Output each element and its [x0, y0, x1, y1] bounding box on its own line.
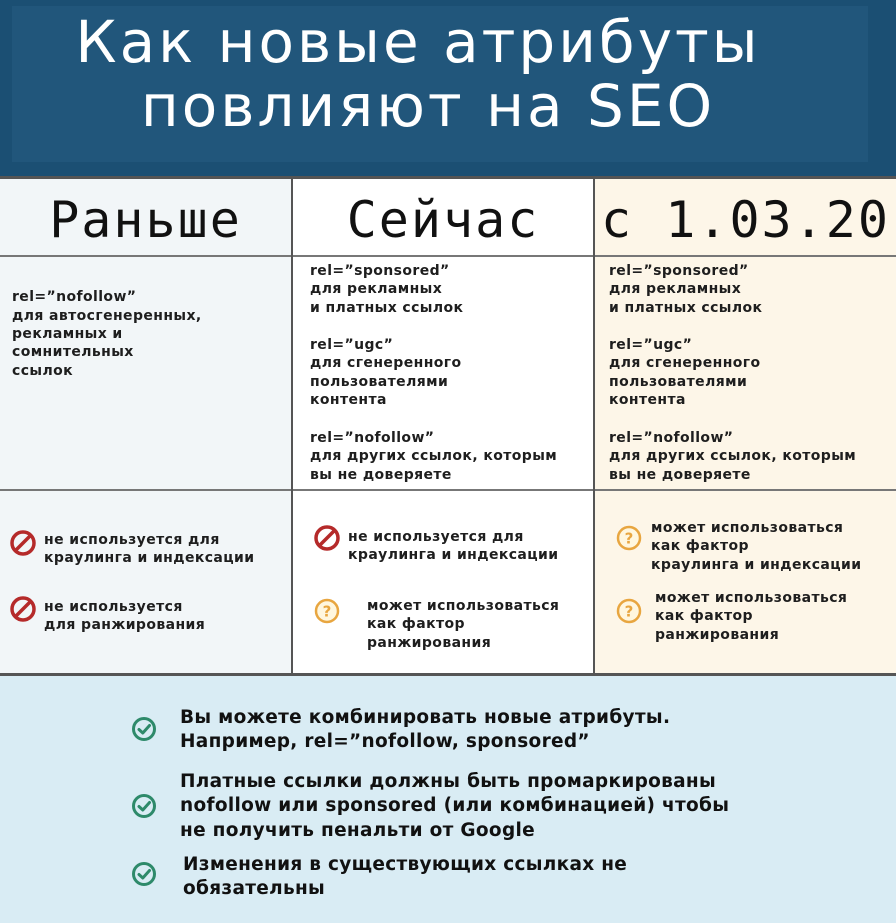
status-text: не используется для: [348, 529, 524, 545]
attr-desc: для других ссылок, которым: [310, 448, 558, 464]
status-text: не используется для: [44, 532, 220, 548]
attr-desc: для сгенеренного: [609, 355, 761, 371]
title-line-2: повлияют на SEO: [140, 72, 716, 140]
header-banner: [0, 0, 896, 178]
question-icon: [615, 524, 643, 552]
check-icon: [131, 861, 157, 887]
attr-desc: вы не доверяете: [310, 467, 452, 483]
attr-desc: пользователями: [609, 374, 748, 390]
attr-name: rel=”nofollow”: [12, 289, 137, 305]
attr-name: rel=”sponsored”: [609, 263, 749, 279]
check-icon: [131, 716, 157, 742]
attr-desc: ссылок: [12, 363, 74, 379]
question-icon: [615, 597, 643, 625]
attr-desc: для сгенеренного: [310, 355, 462, 371]
status-text: краулинга и индексации: [348, 547, 559, 563]
status-text: ранжирования: [655, 627, 780, 643]
question-icon: [313, 597, 341, 625]
column-heading: с 1.03.20: [601, 191, 890, 249]
divider: [595, 489, 896, 491]
attr-desc: и платных ссылок: [609, 300, 763, 316]
column-before: [0, 176, 293, 676]
divider: [293, 489, 593, 491]
note-text: Изменения в существующих ссылках не: [183, 854, 628, 875]
svg-text:?: ?: [624, 602, 634, 621]
column-from-date: [593, 176, 896, 676]
divider: [0, 489, 291, 491]
attr-desc: вы не доверяете: [609, 467, 751, 483]
status-text: как фактор: [651, 538, 749, 554]
note-text: обязательны: [183, 878, 326, 899]
attr-name: rel=”nofollow”: [609, 430, 734, 446]
attr-desc: пользователями: [310, 374, 449, 390]
status-text: может использоваться: [655, 590, 848, 606]
attr-desc: рекламных и: [12, 326, 123, 342]
attr-name: rel=”nofollow”: [310, 430, 435, 446]
column-heading: Сейчас: [346, 191, 540, 249]
note-text: Например, rel=”nofollow, sponsored”: [180, 731, 590, 752]
column-heading: Раньше: [49, 191, 242, 249]
note-text: Платные ссылки должны быть промаркированы: [180, 771, 717, 792]
attr-name: rel=”ugc”: [310, 337, 394, 353]
note-text: nofollow или sponsored (или комбинацией) чтобы: [180, 795, 730, 816]
no-entry-icon: [313, 524, 341, 552]
attr-desc: контента: [609, 392, 686, 408]
divider: [293, 255, 593, 257]
attr-desc: для автосгенеренных,: [12, 308, 202, 324]
comparison-table: [0, 176, 896, 676]
svg-text:?: ?: [322, 602, 332, 621]
attr-desc: и платных ссылок: [310, 300, 464, 316]
status-text: ранжирования: [367, 635, 492, 651]
no-entry-icon: [9, 529, 37, 557]
divider: [0, 255, 291, 257]
no-entry-icon: [9, 595, 37, 623]
attr-desc: сомнительных: [12, 344, 134, 360]
status-text: краулинга и индексации: [651, 557, 862, 573]
note-text: не получить пенальти от Google: [180, 820, 535, 841]
svg-text:?: ?: [624, 529, 634, 548]
status-text: может использоваться: [651, 520, 844, 536]
divider: [595, 255, 896, 257]
attr-desc: для других ссылок, которым: [609, 448, 857, 464]
status-text: для ранжирования: [44, 617, 206, 633]
attr-name: rel=”sponsored”: [310, 263, 450, 279]
attr-desc: для рекламных: [609, 281, 742, 297]
column-now: [291, 176, 595, 676]
status-text: может использоваться: [367, 598, 560, 614]
status-text: как фактор: [367, 616, 465, 632]
notes-panel: [0, 676, 896, 923]
status-text: не используется: [44, 599, 183, 615]
check-icon: [131, 793, 157, 819]
attr-desc: для рекламных: [310, 281, 443, 297]
note-text: Вы можете комбинировать новые атрибуты.: [180, 707, 671, 728]
attr-name: rel=”ugc”: [609, 337, 693, 353]
attr-desc: контента: [310, 392, 387, 408]
status-text: как фактор: [655, 608, 753, 624]
title-line-1: Как новые атрибуты: [75, 8, 761, 76]
status-text: краулинга и индексации: [44, 550, 255, 566]
